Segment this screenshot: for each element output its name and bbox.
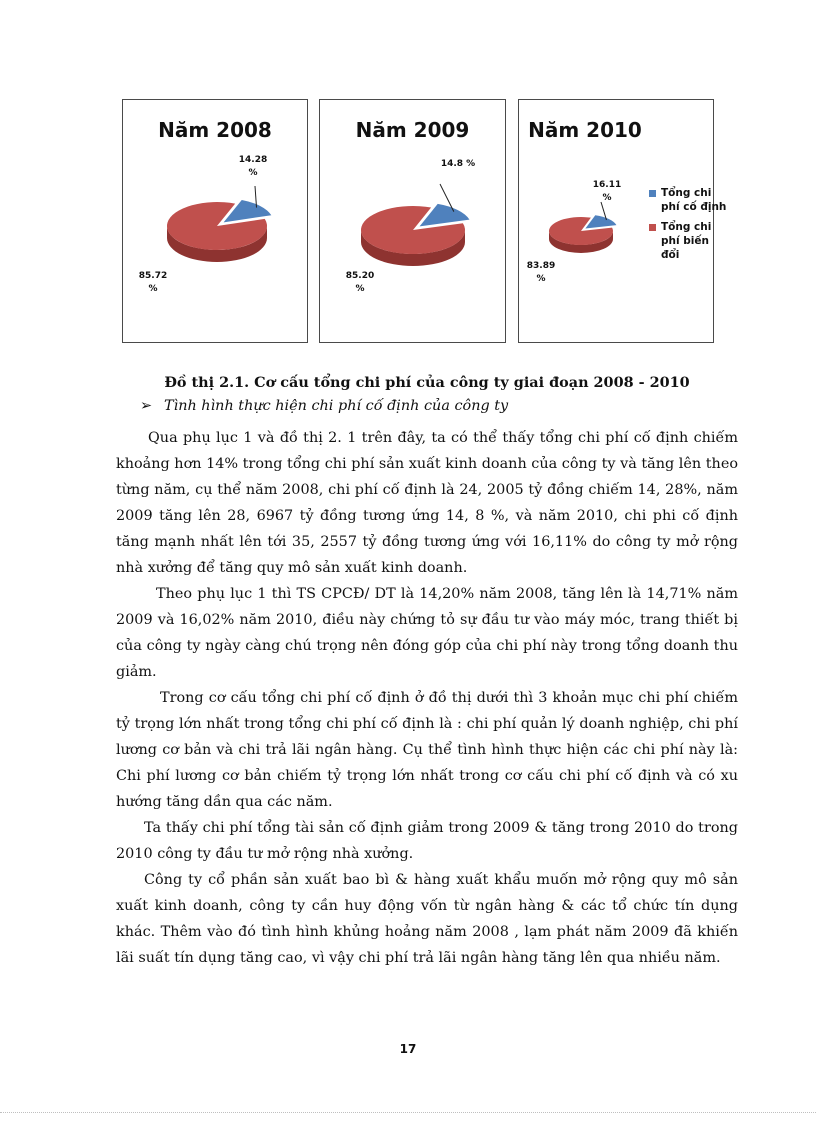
legend-label: Tổng chi phí biến đổi xyxy=(661,221,712,261)
chart-title: Năm 2010 xyxy=(528,118,642,142)
label-variable: 83.89 % xyxy=(526,261,556,284)
pie-svg xyxy=(123,100,309,344)
section-subheading xyxy=(140,398,508,414)
legend-swatch-variable xyxy=(649,224,656,231)
pie-svg xyxy=(320,100,507,344)
body-text xyxy=(116,425,738,971)
arrow-bullet-icon: ➢ xyxy=(140,398,153,414)
chart-title: Năm 2009 xyxy=(355,118,470,142)
label-variable: 85.72 % xyxy=(138,271,168,294)
paragraph-1: Qua phụ lục 1 và đồ thị 2. 1 trên đây, ta có thể thấy tổng chi phí cố định chiếm khoảng hơn 14% trong tổng chi phí sản xuất kinh doanh của công ty và tăng lên theo từng năm, cụ thể năm 2008, chi phí cố định là 24, 2005 tỷ đồng chiếm 14, 28%, năm 2009 tăng lên 28, 6967 tỷ đồng tương ứng 14, 8 %, và năm 2010, chi phi cố định tăng mạnh nhất lên tới 35, 2557 tỷ đồng tương ứng với 16,11% do công ty mở rộng nhà xưởng để tăng quy mô sản xuất kinh doanh. xyxy=(116,430,738,576)
page-number: 17 xyxy=(399,1042,417,1056)
paragraph-5: Công ty cổ phần sản xuất bao bì & hàng xuất khẩu muốn mở rộng quy mô sản xuất kinh doanh, công ty cần huy động vốn từ ngân hàng & các tổ chức tín dụng khác. Thêm vào đó tình hình khủng hoảng năm 2008 , lạm phát năm 2009 đã khiến lãi suất tín dụng tăng cao, vì vậy chi phí trả lãi ngân hàng tăng lên qua nhiều năm. xyxy=(116,872,738,966)
legend-label: Tổng chi phí cố định xyxy=(661,187,727,213)
label-fixed: 14.8 % xyxy=(440,159,476,169)
chart-legend xyxy=(649,186,729,268)
slice-fixed xyxy=(585,215,616,228)
label-fixed: 14.28 % xyxy=(238,155,268,178)
paragraph-2: Theo phụ lục 1 thì TS CPCĐ/ DT là 14,20% năm 2008, tăng lên là 14,71% năm 2009 và 16,02% năm 2010, điều này chứng tỏ sự đầu tư vào máy móc, trang thiết bị của công ty ngày càng chú trọng nên đóng góp của chi phí này trong tổng doanh thu giảm. xyxy=(116,586,738,680)
chart-title: Năm 2008 xyxy=(158,118,272,142)
legend-item-fixed xyxy=(649,186,729,214)
label-fixed: 16.11 % xyxy=(592,180,622,203)
pie-chart-2010 xyxy=(518,99,727,343)
pie-chart-2009 xyxy=(319,99,506,343)
legend-swatch-fixed xyxy=(649,190,656,197)
subheading-text: Tình hình thực hiện chi phí cố định của công ty xyxy=(164,398,509,414)
pie-chart-2008 xyxy=(122,99,308,343)
paragraph-4: Ta thấy chi phí tổng tài sản cố định giảm trong 2009 & tăng trong 2010 do trong 2010 công ty đầu tư mở rộng nhà xưởng. xyxy=(116,820,738,862)
figure-caption: Đồ thị 2.1. Cơ cấu tổng chi phí của công ty giai đoạn 2008 - 2010 xyxy=(164,374,690,391)
label-variable: 85.20 % xyxy=(345,271,375,294)
legend-item-variable xyxy=(649,220,729,262)
paragraph-3: Trong cơ cấu tổng chi phí cố định ở đồ thị dưới thì 3 khoản mục chi phí chiếm tỷ trọng lớn nhất trong tổng chi phí cố định là : chi phí quản lý doanh nghiệp, chi phí lương cơ bản và chi trả lãi ngân hàng. Cụ thể tình hình thực hiện các chi phí này là: Chi phí lương cơ bản chiếm tỷ trọng lớn nhất trong cơ cấu chi phí cố định và có xu hướng tăng dần qua các năm. xyxy=(116,690,738,810)
footer-divider xyxy=(0,1112,816,1113)
